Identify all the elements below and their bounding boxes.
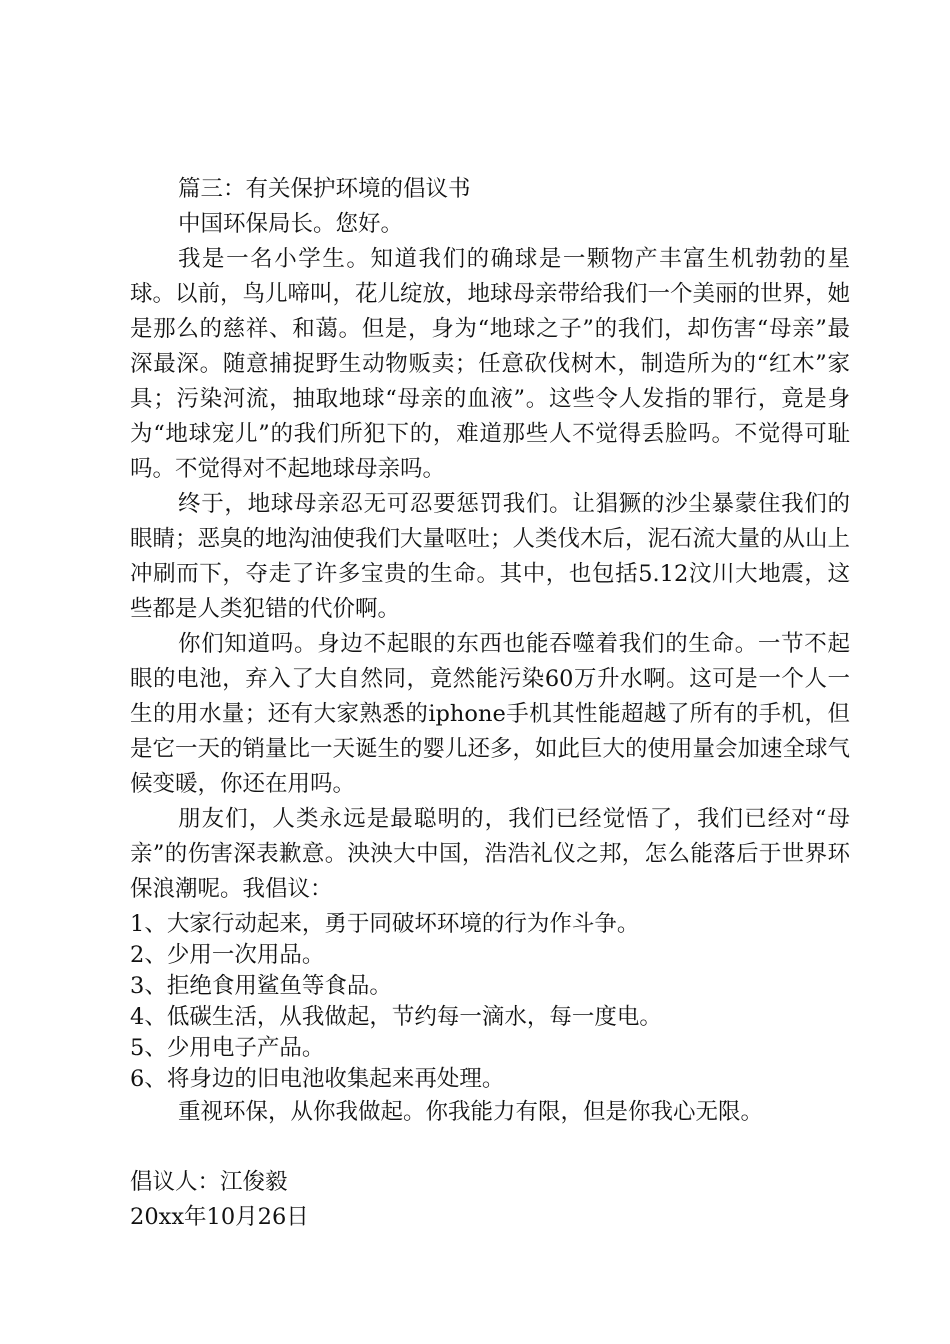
proposal-item: 4、低碳生活，从我做起，节约每一滴水，每一度电。 — [130, 1004, 662, 1030]
blank-line — [130, 1130, 850, 1165]
paragraph-4: 朋友们，人类永远是最聪明的，我们已经觉悟了，我们已经对“母亲”的伤害深表歉意。泱泱大中国，浩浩礼仪之邦，怎么能落后于世界环保浪潮呢。我倡议： — [130, 806, 850, 902]
proposal-item: 3、拒绝食用鲨鱼等食品。 — [130, 973, 392, 999]
document-heading: 篇三：有关保护环境的倡议书 — [178, 176, 471, 202]
paragraph-3: 你们知道吗。身边不起眼的东西也能吞噬着我们的生命。一节不起眼的电池，弃入了大自然同，竟然能污染60万升水啊。这可是一个人一生的用水量；还有大家熟悉的iphone手机其性能超越了所有的手机，但是它一天的销量比一天诞生的婴儿还多，如此巨大的使用量会加速全球气候变暖，你还在用吗。 — [130, 631, 851, 797]
document-body — [130, 172, 850, 1235]
salutation: 中国环保局长。您好。 — [178, 211, 404, 237]
proposal-item: 6、将身边的旧电池收集起来再处理。 — [130, 1066, 505, 1092]
paragraph-1: 我是一名小学生。知道我们的确球是一颗物产丰富生机勃勃的星球。以前，鸟儿啼叫，花儿绽放，地球母亲带给我们一个美丽的世界，她是那么的慈祥、和蔼。但是，身为“地球之子”的我们，却伤害“母亲”最深最深。随意捕捉野生动物贩卖；任意砍伐树木，制造所为的“红木”家具；污染河流，抽取地球“母亲的血液”。这些令人发指的罪行，竟是身为“地球宠儿”的我们所犯下的，难道那些人不觉得丢脸吗。不觉得可耻吗。不觉得对不起地球母亲吗。 — [130, 246, 851, 482]
proposal-item: 5、少用电子产品。 — [130, 1035, 325, 1061]
signer: 倡议人：江俊毅 — [130, 1169, 288, 1195]
date: 20xx年10月26日 — [130, 1204, 309, 1230]
proposal-item: 1、大家行动起来，勇于同破坏环境的行为作斗争。 — [130, 911, 640, 937]
paragraph-2: 终于，地球母亲忍无可忍要惩罚我们。让猖獗的沙尘暴蒙住我们的眼睛；恶臭的地沟油使我们大量呕吐；人类伐木后，泥石流大量的从山上冲刷而下，夺走了许多宝贵的生命。其中，也包括5.12汶川大地震，这些都是人类犯错的代价啊。 — [130, 491, 851, 622]
closing-line: 重视环保，从你我做起。你我能力有限，但是你我心无限。 — [178, 1099, 764, 1125]
proposal-item: 2、少用一次用品。 — [130, 942, 325, 968]
proposal-list — [130, 909, 850, 1095]
